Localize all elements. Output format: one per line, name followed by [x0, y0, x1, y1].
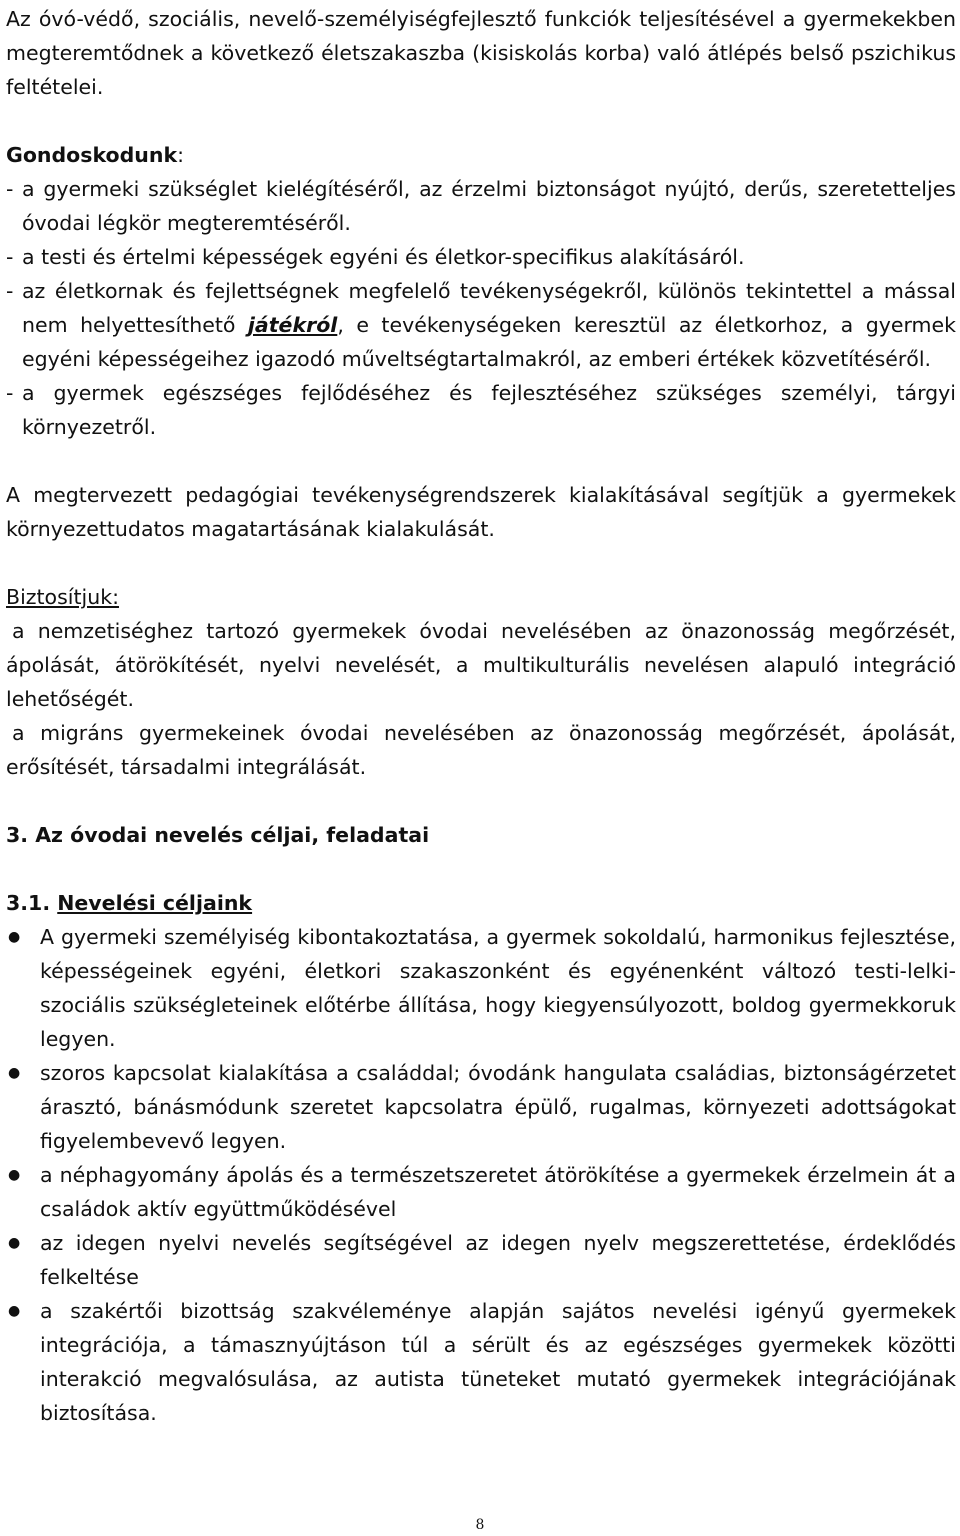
- gondoskodunk-item-text: a gyermek egészséges fejlődéséhez és fejlesztéséhez szükséges személyi, tárgyi környezetről.: [22, 381, 956, 439]
- list-item: [6, 1158, 956, 1226]
- gondoskodunk-item-text: [22, 274, 956, 376]
- gondoskodunk-item: [6, 172, 956, 240]
- intro-paragraph: Az óvó-védő, szociális, nevelő-személyiségfejlesztő funkciók teljesítésével a gyermekekben megteremtődnek a következő életszakaszba (kisiskolás korba) való átlépés belső pszichikus feltételei.: [6, 7, 956, 99]
- goals-list: [6, 920, 956, 1430]
- gondoskodunk-item-text: a testi és értelmi képességek egyéni és életkor-specifikus alakításáról.: [22, 245, 745, 269]
- list-item-text: A gyermeki személyiség kibontakoztatása, a gyermek sokoldalú, harmonikus fejlesztése, képességeinek egyéni, életkori szakaszonként és egyénenként változó testi-lelki-szociális szükségleteinek előtérbe állítása, hogy kiegyensúlyozott, boldog gyermekkoruk legyen.: [40, 925, 956, 1051]
- tevekenyseg-paragraph: A megtervezett pedagógiai tevékenységrendszerek kialakításával segítjük a gyermekek környezettudatos magatartásának kialakulását.: [6, 483, 956, 541]
- gondoskodunk-item: [6, 376, 956, 444]
- list-item: [6, 1056, 956, 1158]
- spacer: [6, 546, 956, 580]
- item3-emphasis: játékról: [247, 313, 338, 337]
- biztositjuk-paragraph: a migráns gyermekeinek óvodai nevelésében az önazonosság megőrzését, ápolását, erősítését, társadalmi integrálását.: [6, 721, 956, 779]
- spacer: [6, 104, 956, 138]
- list-item: [6, 1226, 956, 1294]
- biztositjuk-paragraph: a nemzetiséghez tartozó gyermekek óvodai nevelésében az önazonosság megőrzését, ápolását, átörökítését, nyelvi nevelését, a multikulturális nevelésen alapuló integráció lehetőségét.: [6, 619, 956, 711]
- gondoskodunk-heading: [6, 138, 956, 172]
- section-title: Nevelési céljaink: [57, 891, 253, 915]
- bullet-icon: ●: [8, 1167, 21, 1183]
- bullet-icon: ●: [8, 929, 21, 945]
- gondoskodunk-colon: :: [177, 143, 185, 167]
- spacer: [6, 784, 956, 818]
- spacer: [6, 444, 956, 478]
- dash-marker: -: [6, 381, 14, 405]
- bullet-icon: ●: [8, 1235, 21, 1251]
- page-number: 8: [475, 1517, 485, 1533]
- list-item-text: a szakértői bizottság szakvéleménye alapján sajátos nevelési igényű gyermekek integrációja, a támasznyújtáson túl a sérült és az egészséges gyermekek közötti interakció megvalósulása, az autista tüneteket mutató gyermekek integrációjának biztosítása.: [40, 1299, 956, 1425]
- item3-before: az életkornak és fejlettségnek megfelelő tevékenységekről, különös tekintettel a mással nem helyettesíthető: [22, 279, 956, 337]
- gondoskodunk-item-text: a gyermeki szükséglet kielégítéséről, az érzelmi biztonságot nyújtó, derűs, szeretetteljes óvodai légkör megteremtéséről.: [22, 177, 956, 235]
- section-3-1-heading: [6, 886, 956, 920]
- gondoskodunk-label: Gondoskodunk: [6, 143, 178, 167]
- section-number: 3.1.: [6, 891, 51, 915]
- list-item-text: szoros kapcsolat kialakítása a családdal; óvodánk hangulata családias, biztonságérzetet árasztó, bánásmódunk szeretet kapcsolatra épülő, rugalmas, környezeti adottságokat figyelembevevő legyen.: [40, 1061, 956, 1153]
- biztositjuk-heading: Biztosítjuk:: [6, 585, 119, 609]
- bullet-icon: ●: [8, 1303, 21, 1319]
- section-3-heading: 3. Az óvodai nevelés céljai, feladatai: [6, 823, 430, 847]
- list-item-text: az idegen nyelvi nevelés segítségével az idegen nyelv megszerettetése, érdeklődés felkeltése: [40, 1231, 956, 1289]
- item3-after: , e tevékenységeken keresztül az életkorhoz, a gyermek egyéni képességeihez igazodó műveltségtartalmakról, az emberi értékek közvetítéséről.: [22, 313, 956, 371]
- dash-marker: -: [6, 245, 14, 269]
- dash-marker: -: [6, 279, 14, 303]
- dash-marker: -: [6, 177, 14, 201]
- list-item: [6, 920, 956, 1056]
- list-item: [6, 1294, 956, 1430]
- list-item-text: a néphagyomány ápolás és a természetszeretet átörökítése a gyermekek érzelmein át a családok aktív együttműködésével: [40, 1163, 956, 1221]
- gondoskodunk-item: [6, 274, 956, 376]
- bullet-icon: ●: [8, 1065, 21, 1081]
- gondoskodunk-item: [6, 240, 956, 274]
- spacer: [6, 852, 956, 886]
